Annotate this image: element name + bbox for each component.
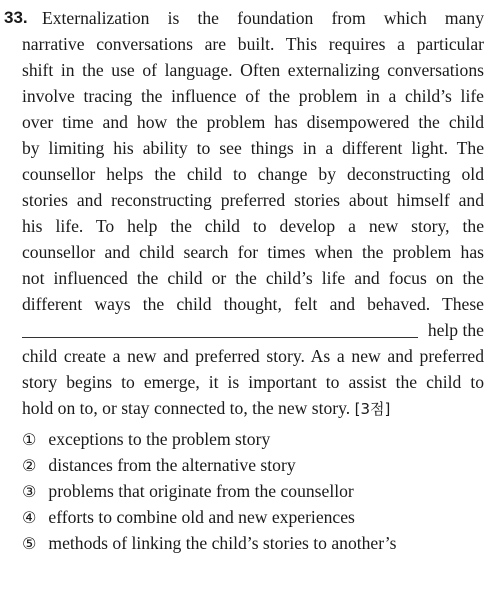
answer-option-5[interactable] — [22, 530, 397, 556]
answer-option-4[interactable] — [22, 504, 355, 530]
option-number: ③ — [22, 482, 37, 501]
passage-line: not influenced the child or the child’s life and focus on the — [22, 268, 484, 288]
answer-option-3[interactable] — [22, 478, 354, 504]
passage-line: his life. To help the child to develop a new story, the — [22, 216, 484, 236]
passage-line: child create a new and preferred story. As a new and preferred — [22, 346, 484, 366]
option-text: efforts to combine old and new experiences — [48, 507, 355, 527]
passage-line: over time and how the problem has disempowered the child — [22, 112, 484, 132]
passage-line: counsellor helps the child to change by deconstructing old — [22, 164, 484, 184]
blank-trailing-text: help the — [427, 320, 484, 340]
passage-line: involve tracing the influence of the problem in a child’s life — [22, 86, 484, 106]
option-number: ④ — [22, 508, 37, 527]
option-number: ② — [22, 456, 37, 475]
option-number: ⑤ — [22, 534, 37, 553]
answer-option-2[interactable] — [22, 452, 296, 478]
answer-option-1[interactable] — [22, 426, 270, 452]
option-text: exceptions to the problem story — [48, 429, 271, 449]
passage-line: counsellor and child search for times when the problem has — [22, 242, 484, 262]
passage-final-line — [22, 395, 484, 421]
blank-line-row — [22, 317, 484, 343]
passage-line: Externalization is the foundation from which many — [42, 8, 484, 28]
option-text: methods of linking the child’s stories to another’s — [48, 533, 397, 553]
passage-line: different ways the child thought, felt and behaved. These — [22, 294, 484, 314]
passage-line: by limiting his ability to see things in a different light. The — [22, 138, 484, 158]
passage-line: narrative conversations are built. This requires a particular — [22, 34, 484, 54]
final-sentence: hold on to, or stay connected to, the new story. — [22, 398, 351, 418]
passage-line: stories and reconstructing preferred stories about himself and — [22, 190, 484, 210]
question-number: 33. — [4, 8, 28, 27]
passage-line: story begins to emerge, it is important to assist the child to — [22, 372, 484, 392]
points-label: [3점] — [354, 400, 391, 418]
answer-blank — [22, 337, 418, 338]
passage-line: shift in the use of language. Often externalizing conversations — [22, 60, 484, 80]
option-text: problems that originate from the counsellor — [48, 481, 354, 501]
option-number: ① — [22, 430, 37, 449]
option-text: distances from the alternative story — [48, 455, 296, 475]
